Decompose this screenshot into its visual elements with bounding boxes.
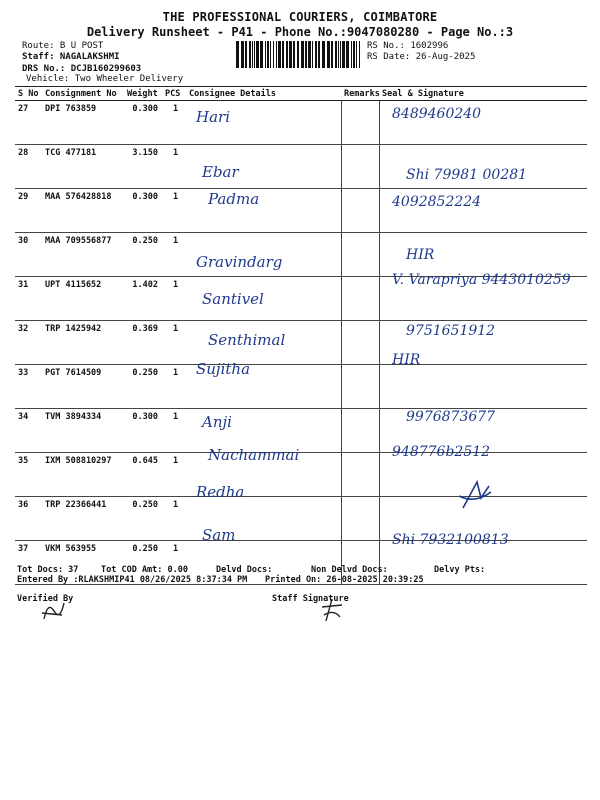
consignee-handwriting: Gravindarg — [196, 253, 283, 271]
table-row — [15, 233, 587, 277]
barcode-bar — [254, 41, 255, 68]
staff-signature-icon — [316, 597, 346, 623]
cell-sno: 34 — [15, 409, 42, 453]
cell-remarks — [341, 145, 379, 189]
cell-sno: 30 — [15, 233, 42, 277]
cell-pcs: 1 — [162, 541, 186, 585]
barcode-bar — [335, 41, 337, 68]
barcode-bar — [338, 41, 339, 68]
barcode-bar — [265, 41, 266, 68]
staff-signature-label: Staff Signature — [272, 594, 349, 604]
barcode-bar — [305, 41, 307, 68]
cell-pcs: 1 — [162, 101, 186, 145]
consignee-handwriting: Senthimal — [208, 331, 286, 349]
cell-weight: 0.645 — [124, 453, 162, 497]
consignee-handwriting: Hari — [196, 108, 230, 126]
cell-remarks — [341, 233, 379, 277]
cell-weight: 0.300 — [124, 409, 162, 453]
barcode-bar — [252, 41, 253, 68]
col-header-consignee: Consignee Details — [186, 87, 341, 101]
delivery-points: Delvy Pts: — [434, 565, 486, 575]
barcode-bar — [301, 41, 304, 68]
runsheet-table — [15, 86, 587, 585]
seal-signature-handwriting: HIR — [392, 352, 421, 368]
table-row — [15, 189, 587, 233]
non-delivered-docs: Non Delvd Docs: — [311, 565, 388, 575]
table-row — [15, 101, 587, 145]
vehicle-text: Vehicle: Two Wheeler Delivery — [26, 74, 184, 84]
barcode-bar — [267, 41, 269, 68]
cell-remarks — [341, 189, 379, 233]
verified-by-label: Verified By — [17, 594, 74, 604]
barcode-bar — [322, 41, 325, 68]
barcode-bar — [286, 41, 288, 68]
seal-signature-handwriting: 9976873677 — [406, 409, 496, 425]
barcode-bar — [293, 41, 295, 68]
company-title: THE PROFESSIONAL COURIERS, COIMBATORE — [162, 10, 438, 24]
barcode-bar — [327, 41, 330, 68]
barcode-bar — [289, 41, 292, 68]
delivered-docs: Delvd Docs: — [216, 565, 273, 575]
consignee-handwriting: Nachammai — [208, 446, 300, 464]
col-header-pcs: PCS — [162, 87, 186, 101]
cell-sign — [379, 365, 587, 409]
table-header-row — [15, 87, 587, 101]
staff-text: Staff: NAGALAKSHMI — [22, 52, 120, 62]
runsheet-subtitle: Delivery Runsheet - P41 - Phone No.:9047080280 - Page No.:3 — [86, 25, 514, 39]
seal-signature-handwriting: 4092852224 — [392, 194, 482, 210]
barcode-bar — [346, 41, 349, 68]
total-docs: Tot Docs: 37 — [17, 565, 79, 575]
cell-weight: 0.300 — [124, 101, 162, 145]
barcode-bar — [249, 41, 251, 68]
consignee-handwriting: Santivel — [202, 290, 264, 308]
cell-cons: MAA 709556877 — [42, 233, 124, 277]
consignee-handwriting: Redha — [196, 483, 245, 501]
col-header-seal: Seal & Signature — [379, 87, 587, 101]
route-text: Route: B U POST — [22, 41, 104, 51]
cell-cons: VKM 563955 — [42, 541, 124, 585]
barcode-bar — [351, 41, 352, 68]
cell-pcs: 1 — [162, 365, 186, 409]
cell-pcs: 1 — [162, 233, 186, 277]
cell-sno: 31 — [15, 277, 42, 321]
cell-pcs: 1 — [162, 145, 186, 189]
barcode-bar — [340, 41, 341, 68]
col-header-remarks: Remarks — [341, 87, 379, 101]
seal-signature-handwriting: Shi 79981 00281 — [406, 167, 528, 183]
cell-remarks — [341, 321, 379, 365]
barcode-bar — [315, 41, 317, 68]
cell-sno: 27 — [15, 101, 42, 145]
cell-pcs: 1 — [162, 409, 186, 453]
signature-stroke-icon — [455, 478, 495, 512]
rs-date: RS Date: 26-Aug-2025 — [367, 52, 476, 62]
cell-cons: DPI 763859 — [42, 101, 124, 145]
cell-pcs: 1 — [162, 321, 186, 365]
col-header-weight: Weight — [124, 87, 162, 101]
cell-cons: TVM 3894334 — [42, 409, 124, 453]
seal-signature-handwriting: 9751651912 — [406, 323, 496, 339]
barcode-bar — [282, 41, 284, 68]
cell-sno: 33 — [15, 365, 42, 409]
cell-weight: 0.369 — [124, 321, 162, 365]
cell-cons: TRP 1425942 — [42, 321, 124, 365]
cell-pcs: 1 — [162, 189, 186, 233]
seal-signature-handwriting: 948776b2512 — [392, 444, 491, 460]
barcode-bar — [353, 41, 355, 68]
cell-cons: PGT 7614509 — [42, 365, 124, 409]
cell-weight: 3.150 — [124, 145, 162, 189]
barcode-bar — [273, 41, 274, 68]
col-header-consignment: Consignment No — [42, 87, 124, 101]
cell-cons: TCG 477181 — [42, 145, 124, 189]
cell-remarks — [341, 101, 379, 145]
barcode-bar — [236, 41, 239, 68]
cell-sno: 32 — [15, 321, 42, 365]
cell-sno: 37 — [15, 541, 42, 585]
rs-number: RS No.: 1602996 — [367, 41, 449, 51]
cell-remarks — [341, 277, 379, 321]
barcode-bar — [297, 41, 299, 68]
cell-weight: 0.250 — [124, 497, 162, 541]
seal-signature-handwriting: 8489460240 — [392, 106, 482, 122]
cell-weight: 0.300 — [124, 189, 162, 233]
table-row — [15, 453, 587, 497]
table-row — [15, 321, 587, 365]
seal-signature-handwriting: Shi 7932100813 — [392, 532, 509, 548]
cell-cons: UPT 4115652 — [42, 277, 124, 321]
cell-weight: 0.250 — [124, 541, 162, 585]
total-cod: Tot COD Amt: 0.00 — [101, 565, 188, 575]
table-row — [15, 409, 587, 453]
cell-cons: TRP 22366441 — [42, 497, 124, 541]
cell-pcs: 1 — [162, 453, 186, 497]
cell-remarks — [341, 497, 379, 541]
consignee-handwriting: Sam — [202, 526, 236, 544]
table-row — [15, 365, 587, 409]
barcode-bar — [356, 41, 357, 68]
barcode-bar — [342, 41, 345, 68]
consignee-handwriting: Padma — [208, 190, 260, 208]
cell-weight: 0.250 — [124, 365, 162, 409]
cell-remarks — [341, 453, 379, 497]
cell-sno: 36 — [15, 497, 42, 541]
seal-signature-handwriting: HIR — [406, 247, 435, 263]
cell-pcs: 1 — [162, 497, 186, 541]
barcode-image — [236, 41, 362, 68]
consignee-handwriting: Anji — [202, 413, 232, 431]
cell-sno: 35 — [15, 453, 42, 497]
cell-sno: 28 — [15, 145, 42, 189]
entered-by: Entered By :RLAKSHMIP41 08/26/2025 8:37:34 PM — [17, 575, 248, 585]
cell-sno: 29 — [15, 189, 42, 233]
barcode-bar — [260, 41, 263, 68]
cell-remarks — [341, 409, 379, 453]
barcode-bar — [318, 41, 320, 68]
cell-weight: 1.402 — [124, 277, 162, 321]
cell-cons: MAA 576428818 — [42, 189, 124, 233]
barcode-bar — [308, 41, 311, 68]
barcode-bar — [245, 41, 247, 68]
barcode-bar — [270, 41, 271, 68]
barcode-bar — [241, 41, 244, 68]
barcode-bar — [331, 41, 333, 68]
cell-cons: IXM 508810297 — [42, 453, 124, 497]
verifier-signature-icon — [38, 597, 68, 623]
barcode-bar — [278, 41, 281, 68]
barcode-bar — [359, 41, 360, 68]
barcode-bar — [276, 41, 277, 68]
cell-weight: 0.250 — [124, 233, 162, 277]
barcode-bar — [312, 41, 313, 68]
drs-number: DRS No.: DCJB160299603 — [22, 64, 142, 74]
seal-signature-handwriting: V. Varapriya 9443010259 — [392, 272, 571, 288]
consignee-handwriting: Sujitha — [196, 360, 251, 378]
cell-remarks — [341, 365, 379, 409]
printed-on: Printed On: 26-08-2025 20:39:25 — [265, 575, 424, 585]
consignee-handwriting: Ebar — [202, 163, 239, 181]
barcode-bar — [256, 41, 259, 68]
col-header-sno: S No — [15, 87, 42, 101]
cell-pcs: 1 — [162, 277, 186, 321]
